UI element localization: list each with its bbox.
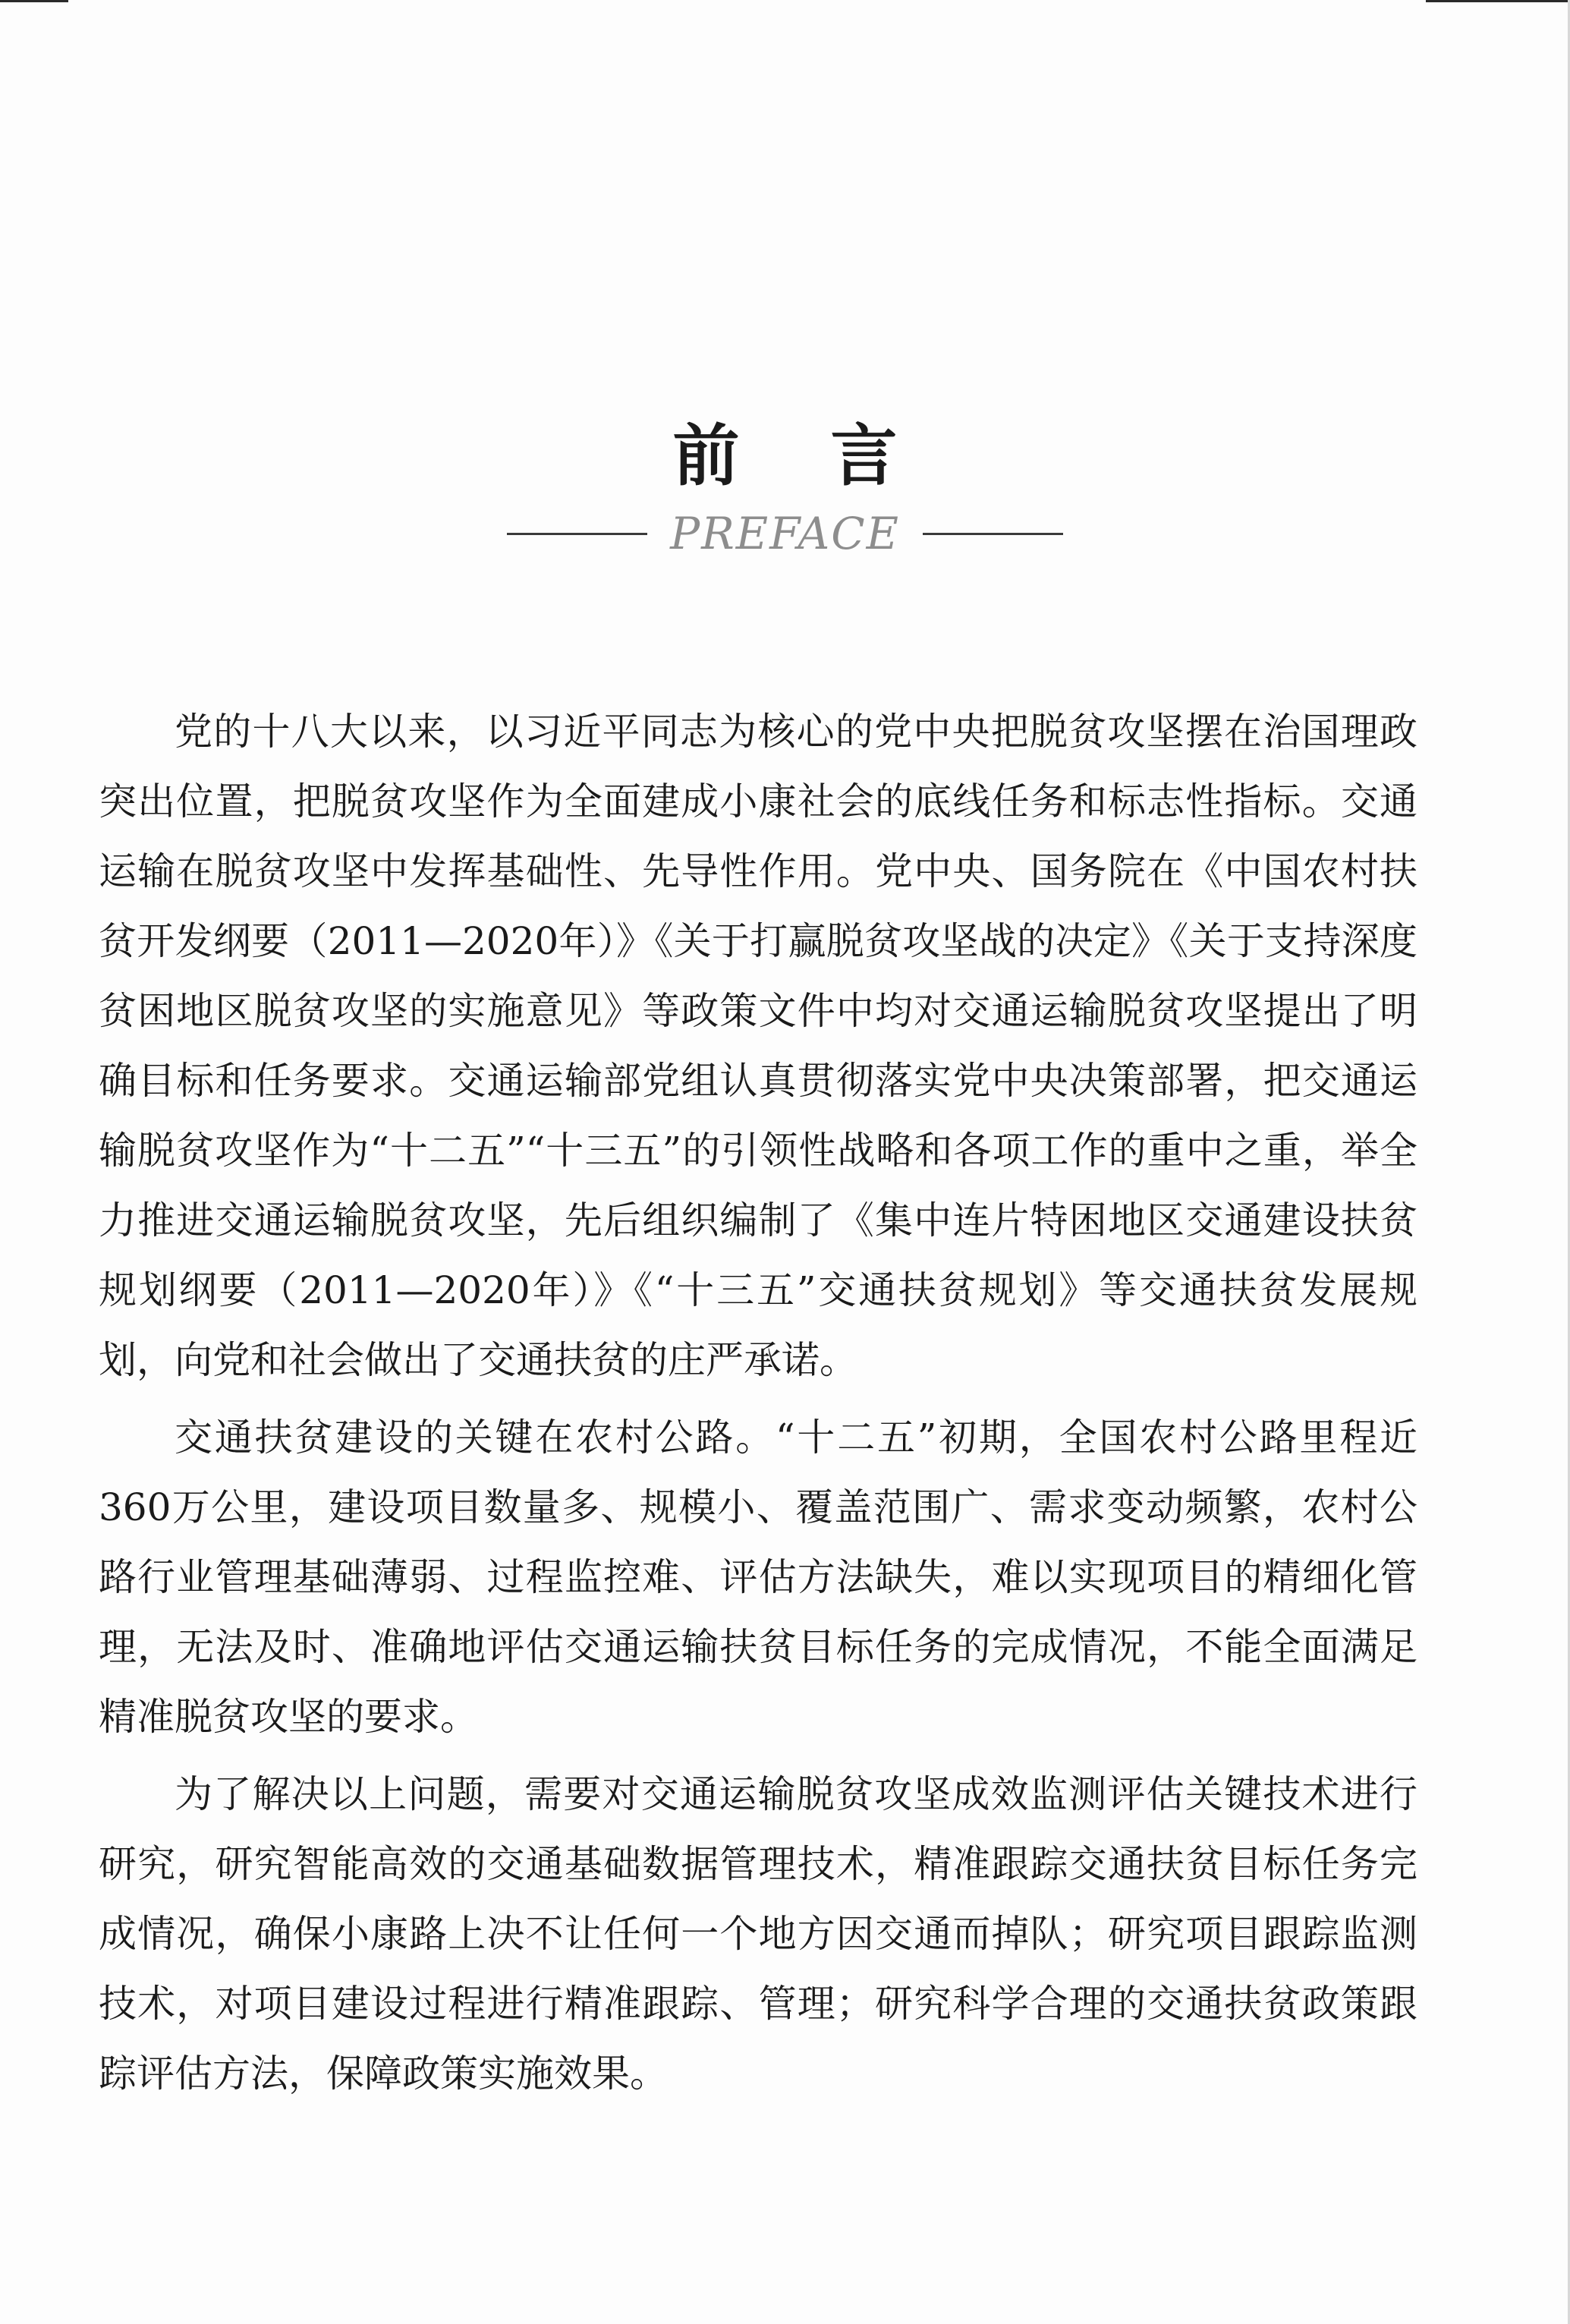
preface-heading xyxy=(0,414,1570,559)
paragraph-2: 交通扶贫建设的关键在农村公路。“十二五”初期，全国农村公路里程近360万公里，建设项目数量多、规模小、覆盖范围广、需求变动频繁，农村公路行业管理基础薄弱、过程监控难、评估方法缺失，难以实现项目的精细化管理，无法及时、准确地评估交通运输扶贫目标任务的完成情况，不能全面满足精准脱贫攻坚的要求。 xyxy=(99,1415,1417,1739)
page-title: 前言 xyxy=(672,416,989,495)
subtitle-row xyxy=(0,508,1570,559)
subtitle-rule-right xyxy=(923,533,1063,535)
subtitle-rule-left xyxy=(507,533,647,535)
scan-edge-top-right xyxy=(1426,0,1570,2)
paragraph-1: 党的十八大以来，以习近平同志为核心的党中央把脱贫攻坚摆在治国理政突出位置，把脱贫攻坚作为全面建成小康社会的底线任务和标志性指标。交通运输在脱贫攻坚中发挥基础性、先导性作用。党中央、国务院在《中国农村扶贫开发纲要（2011—2020年）》《关于打赢脱贫攻坚战的决定》《关于支持深度贫困地区脱贫攻坚的实施意见》等政策文件中均对交通运输脱贫攻坚提出了明确目标和任务要求。交通运输部党组认真贯彻落实党中央决策部署，把交通运输脱贫攻坚作为“十二五”“十三五”的引领性战略和各项工作的重中之重，举全力推进交通运输脱贫攻坚，先后组织编制了《集中连片特困地区交通建设扶贫规划纲要（2011—2020年）》《“十三五”交通扶贫规划》等交通扶贫发展规划，向党和社会做出了交通扶贫的庄严承诺。 xyxy=(99,710,1417,1382)
body-text xyxy=(99,697,1417,2116)
scan-edge-top-left xyxy=(0,0,68,2)
page-subtitle: PREFACE xyxy=(670,508,900,559)
paragraph-3: 为了解决以上问题，需要对交通运输脱贫攻坚成效监测评估关键技术进行研究，研究智能高效的交通基础数据管理技术，精准跟踪交通扶贫目标任务完成情况，确保小康路上决不让任何一个地方因交通而掉队；研究项目跟踪监测技术，对项目建设过程进行精准跟踪、管理；研究科学合理的交通扶贫政策跟踪评估方法，保障政策实施效果。 xyxy=(99,1772,1417,2096)
